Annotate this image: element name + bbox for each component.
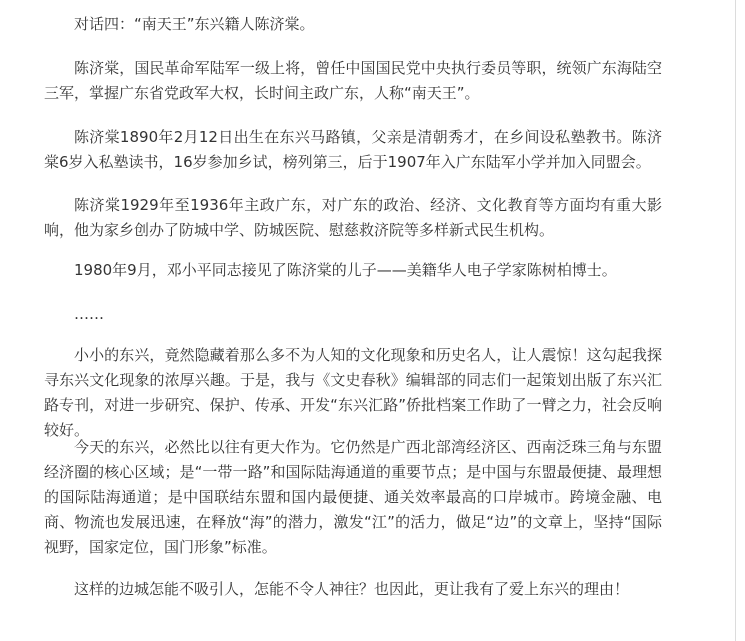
paragraph-2: 陈济棠1890年2月12日出生在东兴马路镇，父亲是清朝秀才，在乡间设私塾教书。陈济棠6岁入私塾读书，16岁参加乡试，榜列第三，后于1907年入广东陆军小学并加入同盟会。 xyxy=(44,128,662,171)
paragraph-heading: 对话四：“南天王”东兴籍人陈济棠。 xyxy=(74,15,315,33)
paragraph-5: 小小的东兴，竟然隐藏着那么多不为人知的文化现象和历史名人，让人震惊！这勾起我探寻东兴文化现象的浓厚兴趣。于是，我与《文史春秋》编辑部的同志们一起策划出版了东兴汇路专刊，对进一步研究、保护、传承、开发“东兴汇路”侨批档案工作助了一臂之力，社会反响较好。 xyxy=(44,346,662,439)
page-right-border xyxy=(735,0,736,641)
paragraph-3: 陈济棠1929年至1936年主政广东，对广东的政治、经济、文化教育等方面均有重大影响，他为家乡创办了防城中学、防城医院、慰慈救济院等多样新式民生机构。 xyxy=(44,196,662,239)
paragraph-4: 1980年9月，邓小平同志接见了陈济棠的儿子——美籍华人电子学家陈树柏博士。 xyxy=(74,261,617,279)
paragraph-7: 这样的边城怎能不吸引人，怎能不令人神往？也因此，更让我有了爱上东兴的理由！ xyxy=(74,580,630,598)
paragraph-1: 陈济棠，国民革命军陆军一级上将，曾任中国国民党中央执行委员等职，统领广东海陆空三军，掌握广东省党政军大权，长时间主政广东，人称“南天王”。 xyxy=(44,59,662,102)
paragraph-6: 今天的东兴，必然比以往有更大作为。它仍然是广西北部湾经济区、西南泛珠三角与东盟经济圈的核心区域；是“一带一路”和国际陆海通道的重要节点；是中国与东盟最便捷、最理想的国际陆海通道；是中国联结东盟和国内最便捷、通关效率最高的口岸城市。跨境金融、电商、物流也发展迅速，在释放“海”的潜力，激发“江”的活力，做足“边”的文章上，坚持“国际视野，国家定位，国门形象”标准。 xyxy=(44,438,662,556)
paragraph-ellipsis: …… xyxy=(74,305,104,323)
